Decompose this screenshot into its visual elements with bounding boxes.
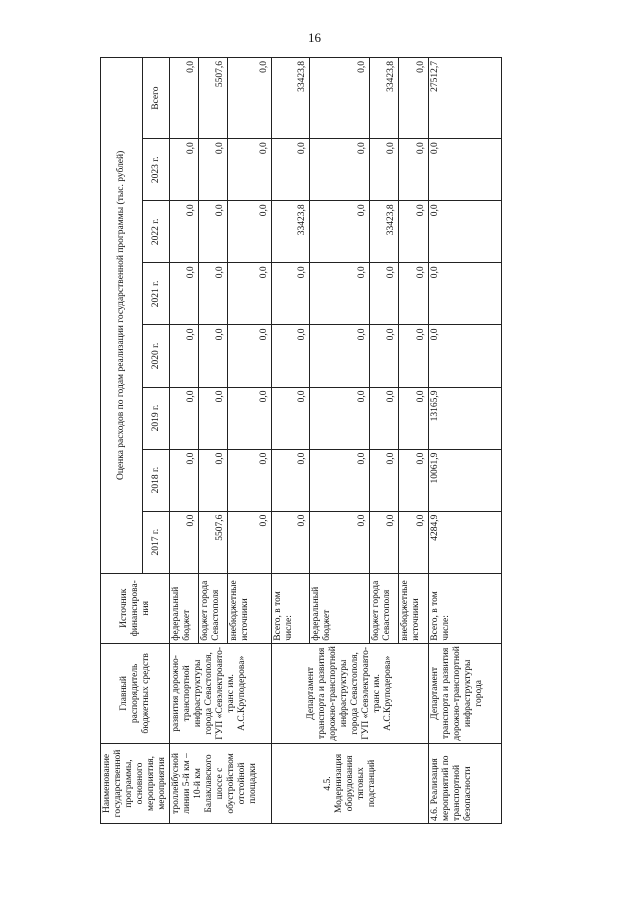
header-total: Всего xyxy=(143,58,170,139)
value-cell: 0,0 xyxy=(272,449,310,511)
value-cell: 0,0 xyxy=(199,449,228,511)
value-cell: 0,0 xyxy=(399,449,429,511)
value-cell: 33423,8 xyxy=(370,201,399,263)
value-cell: 0,0 xyxy=(170,201,199,263)
source-cell: внебюджетные источники xyxy=(399,573,429,643)
value-cell: 0,0 xyxy=(199,201,228,263)
value-cell: 0,0 xyxy=(228,263,272,325)
value-cell: 0,0 xyxy=(370,139,399,201)
value-cell: 0,0 xyxy=(429,139,502,201)
value-cell: 0,0 xyxy=(429,325,502,387)
measure-name: 4.6. Реализация мероприятий по транспортной безопасности xyxy=(429,743,502,823)
value-cell: 0,0 xyxy=(310,263,370,325)
source-cell: бюджет города Севастополя xyxy=(370,573,399,643)
source-cell: внебюджетные источники xyxy=(228,573,272,643)
header-year: 2023 г. xyxy=(143,139,170,201)
value-cell: 0,0 xyxy=(370,449,399,511)
value-cell: 0,0 xyxy=(272,263,310,325)
value-cell: 0,0 xyxy=(199,387,228,449)
page-number: 16 xyxy=(308,30,321,45)
total-cell: 33423,8 xyxy=(272,58,310,139)
value-cell: 0,0 xyxy=(310,449,370,511)
value-cell: 10061,9 xyxy=(429,449,502,511)
total-cell: 27512,7 xyxy=(429,58,502,139)
source-cell: федеральный бюджет xyxy=(310,573,370,643)
value-cell: 0,0 xyxy=(199,139,228,201)
value-cell: 33423,8 xyxy=(272,201,310,263)
value-cell: 0,0 xyxy=(429,201,502,263)
value-cell: 0,0 xyxy=(399,387,429,449)
value-cell: 0,0 xyxy=(310,139,370,201)
value-cell: 0,0 xyxy=(272,511,310,573)
value-cell: 0,0 xyxy=(370,263,399,325)
header-year: 2019 г. xyxy=(143,387,170,449)
measure-name: 4.5. Модернизация оборудования тяговых подстанций xyxy=(272,743,429,823)
value-cell: 0,0 xyxy=(228,387,272,449)
header-year: 2022 г. xyxy=(143,201,170,263)
value-cell: 0,0 xyxy=(310,325,370,387)
value-cell: 0,0 xyxy=(228,139,272,201)
source-cell: бюджет города Севастополя xyxy=(199,573,228,643)
measure-manager: Департамент транспорта и развития дорожно-транспортной инфраструктуры города Севастополя, ГУП «Севэлектроавто-транс им. А.С.Круподерова» xyxy=(272,643,429,743)
value-cell: 0,0 xyxy=(228,325,272,387)
measure-manager: Департамент транспорта и развития дорожно-транспортной инфраструктуры города xyxy=(429,643,502,743)
value-cell: 5507,6 xyxy=(199,511,228,573)
value-cell: 0,0 xyxy=(370,511,399,573)
value-cell: 4284,9 xyxy=(429,511,502,573)
value-cell: 0,0 xyxy=(399,263,429,325)
value-cell: 0,0 xyxy=(170,511,199,573)
value-cell: 0,0 xyxy=(170,325,199,387)
source-cell: Всего, в том числе: xyxy=(272,573,310,643)
value-cell: 0,0 xyxy=(370,325,399,387)
value-cell: 0,0 xyxy=(429,263,502,325)
total-cell: 5507,6 xyxy=(199,58,228,139)
value-cell: 0,0 xyxy=(310,201,370,263)
value-cell: 0,0 xyxy=(310,511,370,573)
total-cell: 0,0 xyxy=(310,58,370,139)
header-year: 2020 г. xyxy=(143,325,170,387)
total-cell: 0,0 xyxy=(170,58,199,139)
header-name: Наименование государственной программы, основного мероприятия, мероприятия xyxy=(101,743,170,823)
value-cell: 0,0 xyxy=(170,139,199,201)
value-cell: 0,0 xyxy=(272,325,310,387)
header-year: 2017 г. xyxy=(143,511,170,573)
value-cell: 0,0 xyxy=(272,139,310,201)
value-cell: 0,0 xyxy=(399,325,429,387)
source-cell: федеральный бюджет xyxy=(170,573,199,643)
value-cell: 0,0 xyxy=(370,387,399,449)
value-cell: 0,0 xyxy=(228,511,272,573)
header-year: 2018 г. xyxy=(143,449,170,511)
total-cell: 0,0 xyxy=(228,58,272,139)
value-cell: 0,0 xyxy=(399,201,429,263)
value-cell: 0,0 xyxy=(170,387,199,449)
budget-table xyxy=(100,57,502,824)
value-cell: 0,0 xyxy=(399,139,429,201)
measure-manager: развития дорожно-транспортной инфраструктуры города Севастополя, ГУП «Севэлектроавто-транс им. А.С.Круподерова» xyxy=(170,643,272,743)
value-cell: 0,0 xyxy=(228,201,272,263)
total-cell: 33423,8 xyxy=(370,58,399,139)
rotated-table-container xyxy=(100,57,498,824)
source-cell: Всего, в том числе: xyxy=(429,573,502,643)
value-cell: 0,0 xyxy=(310,387,370,449)
value-cell: 0,0 xyxy=(170,449,199,511)
value-cell: 13165,9 xyxy=(429,387,502,449)
header-group: Оценка расходов по годам реализации государственной программы (тыс. рублей) xyxy=(101,58,143,574)
value-cell: 0,0 xyxy=(199,325,228,387)
header-manager: Главный распорядитель бюджетных средств xyxy=(101,643,170,743)
value-cell: 0,0 xyxy=(228,449,272,511)
header-source: Источник финансирова-ния xyxy=(101,573,170,643)
value-cell: 0,0 xyxy=(199,263,228,325)
total-cell: 0,0 xyxy=(399,58,429,139)
measure-name: троллейбусной линии 5-й км – 10-й км Балаклавского шоссе с обустройством отстойной площадки xyxy=(170,743,272,823)
value-cell: 0,0 xyxy=(170,263,199,325)
header-year: 2021 г. xyxy=(143,263,170,325)
value-cell: 0,0 xyxy=(399,511,429,573)
value-cell: 0,0 xyxy=(272,387,310,449)
